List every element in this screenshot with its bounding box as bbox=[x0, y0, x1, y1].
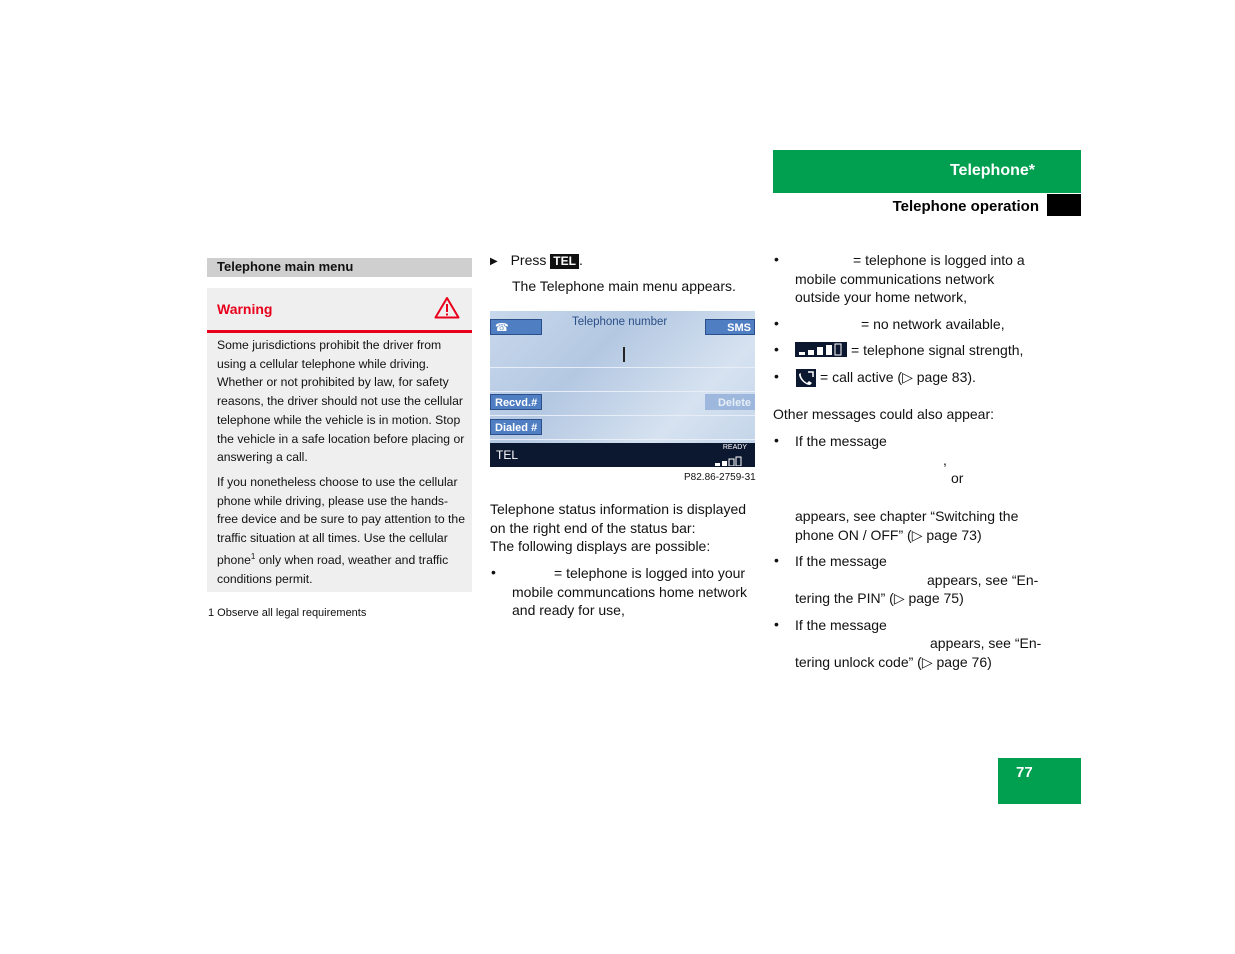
footnote: 1 Observe all legal requirements bbox=[208, 607, 367, 619]
screen-ready-text: READY bbox=[722, 444, 747, 451]
page-number-box bbox=[998, 758, 1081, 804]
message2-tail-a: appears, see “En- bbox=[927, 572, 1039, 588]
bullet-dot: • bbox=[491, 564, 496, 580]
footnote-ref: 1 bbox=[250, 551, 256, 561]
photo-code: P82.86-2759-31 bbox=[684, 472, 756, 483]
phone-icon bbox=[796, 369, 816, 387]
bullet-dot: • bbox=[774, 432, 779, 448]
section-title: Telephone main menu bbox=[217, 259, 354, 274]
message1-or: or bbox=[951, 470, 964, 486]
message1-tail: appears, see chapter “Switching the phone ON / OFF” (▷ page 73) bbox=[795, 508, 1019, 543]
bullet-dot: • bbox=[774, 341, 779, 357]
bullet-dot: • bbox=[774, 315, 779, 331]
bullet-dot: • bbox=[774, 616, 779, 632]
other-messages-text: Other messages could also appear: bbox=[773, 406, 995, 422]
bullet-call-active: = call active (▷ page 83). bbox=[820, 369, 976, 385]
section-title-bar bbox=[207, 258, 472, 277]
bullet-home-network: = telephone is logged into your mobile communcations home network and ready for use, bbox=[512, 565, 747, 618]
screen-phonebook-button bbox=[490, 319, 542, 335]
bullet-signal: = telephone signal strength, bbox=[851, 342, 1024, 358]
screen-text-cursor bbox=[623, 347, 625, 362]
screen-status-label: TEL bbox=[496, 448, 519, 462]
bullet-roaming: = telephone is logged into a mobile communications network outside your home network, bbox=[795, 252, 1025, 305]
screen-dialed-button: Dialed # bbox=[490, 419, 542, 435]
signal-strength-icon bbox=[795, 342, 847, 357]
warning-box bbox=[207, 288, 472, 592]
screen-title: Telephone number bbox=[572, 316, 668, 328]
header-tab-marker bbox=[1047, 194, 1081, 216]
phonebook-icon: ☎ bbox=[495, 322, 509, 334]
message2-tail-b: tering the PIN” (▷ page 75) bbox=[795, 590, 964, 606]
message3-lead: If the message bbox=[795, 617, 887, 633]
following-text: The following displays are possible: bbox=[490, 538, 711, 554]
message2-lead: If the message bbox=[795, 553, 887, 569]
page-number: 77 bbox=[1016, 764, 1033, 781]
screen-recvd-button: Recvd.# bbox=[490, 394, 542, 410]
message3-tail-a: appears, see “En- bbox=[930, 635, 1042, 651]
bullet-dot: • bbox=[774, 251, 779, 267]
tel-key: TEL bbox=[550, 254, 579, 269]
telephone-screen-image bbox=[490, 311, 755, 467]
screen-sms-button: SMS bbox=[705, 319, 755, 335]
signal-bars-icon bbox=[715, 453, 749, 467]
bullet-no-network: = no network available, bbox=[861, 316, 1005, 332]
warning-paragraph-1: Some jurisdictions prohibit the driver from using a cellular telephone while driving. Whether or not prohibited by law, for safety reasons, the driver should not use the cellular telephone while the vehicle is in motion. Stop the vehicle in a safe location before placing or answering a call. bbox=[217, 338, 465, 465]
warning-label: Warning bbox=[217, 301, 273, 317]
arrow-bullet-icon: ▶ bbox=[490, 256, 498, 267]
chapter-title: Telephone* bbox=[949, 162, 1035, 179]
press-step: ▶ Press TEL . bbox=[490, 252, 583, 268]
bullet-dot: • bbox=[774, 368, 779, 384]
warning-paragraph-2: If you nonetheless choose to use the cellular phone while driving, please use the hands-free device and be sure to pay attention to the traffic situation at all times. Use the cellular phone$^1$ only when road, weather and traffic conditions permit. bbox=[217, 475, 465, 586]
screen-delete-button: Delete bbox=[705, 394, 755, 410]
chapter-header bbox=[773, 150, 1081, 193]
section-subtitle: Telephone operation bbox=[892, 198, 1039, 215]
warning-header bbox=[207, 288, 472, 333]
message1-lead: If the message bbox=[795, 433, 887, 449]
bullet-dot: • bbox=[774, 552, 779, 568]
menu-appears-text: The Telephone main menu appears. bbox=[512, 278, 736, 294]
message3-tail-b: tering unlock code” (▷ page 76) bbox=[795, 654, 992, 670]
warning-triangle-icon bbox=[434, 296, 460, 324]
status-info-text: Telephone status information is displayed on the right end of the status bar: bbox=[490, 501, 747, 536]
message1-comma: , bbox=[943, 452, 947, 468]
screen-status-bar bbox=[490, 443, 755, 467]
